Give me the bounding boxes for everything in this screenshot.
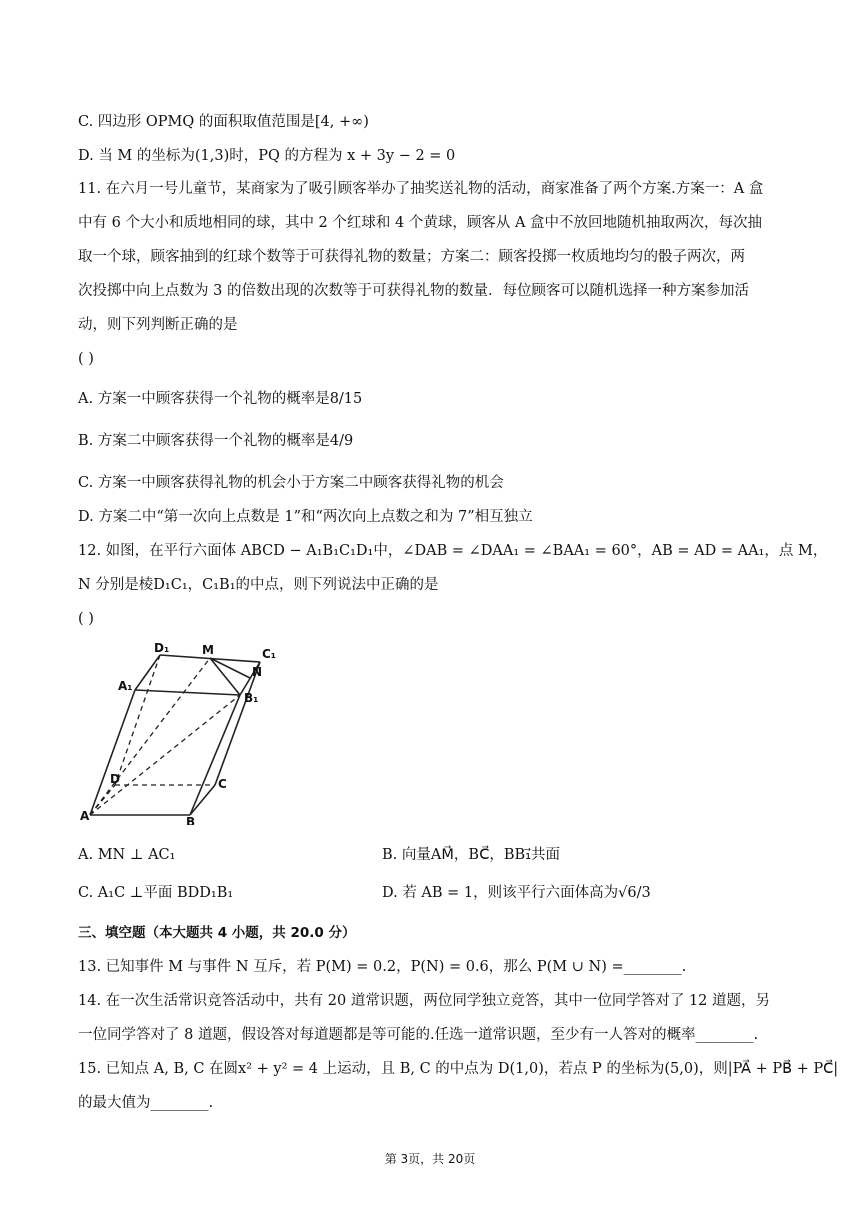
segment-m-b1 (210, 658, 240, 695)
label-b1: B₁ (244, 691, 259, 705)
question-11-line-4: 次投掷中向上点数为 3 的倍数出现的次数等于可获得礼物的数量．每位顾客可以随机选择一种方案参加活 (78, 283, 749, 299)
question-15-line-1: 15. 已知点 A, B, C 在圆x² + y² = 4 上运动，且 B, C 的中点为 D(1,0)，若点 P 的坐标为(5,0)，则|PA⃗ + PB⃗ + PC⃗| (78, 1061, 839, 1077)
edge-b-c (190, 785, 215, 815)
label-a1: A₁ (118, 679, 133, 693)
option-a-q12: A. MN ⊥ AC₁ (78, 847, 176, 863)
answer-bracket-12: ( ) (78, 611, 94, 627)
question-15-line-2: 的最大值为________. (78, 1095, 214, 1111)
option-d-q12: D. 若 AB = 1，则该平行六面体高为√6/3 (382, 885, 651, 901)
label-d: D (110, 772, 120, 786)
label-d1: D₁ (154, 641, 170, 655)
section-heading-fill-in: 三、填空题（本大题共 4 小题，共 20.0 分） (78, 925, 356, 941)
diagonal-a-m (90, 658, 210, 815)
diagonal-a-b1 (90, 695, 240, 815)
question-12-line-2: N 分别是棱D₁C₁，C₁B₁的中点，则下列说法中正确的是 (78, 577, 439, 593)
label-n: N (252, 665, 263, 679)
label-c1: C₁ (262, 647, 277, 661)
option-c-q12: C. A₁C ⊥平面 BDD₁B₁ (78, 885, 234, 901)
parallelepiped-diagram (80, 640, 280, 825)
page-footer: 第 3页，共 20页 (384, 1152, 476, 1166)
edge-d1-d-hidden (115, 655, 160, 785)
option-c-q10: C. 四边形 OPMQ 的面积取值范围是[4, +∞) (78, 114, 369, 130)
question-12-line-1: 12. 如图，在平行六面体 ABCD − A₁B₁C₁D₁中，∠DAB = ∠DAA₁ = ∠BAA₁ = 60°，AB = AD = AA₁，点 M， (78, 543, 828, 559)
option-b-q12: B. 向量AM⃗，BC⃗，BB₁⃗共面 (382, 847, 561, 863)
question-14-line-2: 一位同学答对了 8 道题，假设答对每道题都是等可能的.任选一道常识题，至少有一人答对的概率________. (78, 1027, 759, 1043)
option-d-q10: D. 当 M 的坐标为(1,3)时，PQ 的方程为 x + 3y − 2 = 0 (78, 148, 456, 164)
option-d-q11: D. 方案二中“第一次向上点数是 1”和“两次向上点数之和为 7”相互独立 (78, 509, 533, 525)
label-b: B (186, 815, 196, 825)
edge-d1-a1 (135, 655, 160, 690)
question-11-line-5: 动，则下列判断正确的是 (78, 317, 238, 333)
label-c: C (218, 777, 227, 791)
label-m: M (202, 643, 214, 657)
answer-bracket-11: ( ) (78, 351, 94, 367)
question-14-line-1: 14. 在一次生活常识竞答活动中，共有 20 道常识题，两位同学独立竞答，其中一位同学答对了 12 道题，另 (78, 993, 771, 1009)
edge-a-d-hidden (90, 785, 115, 815)
option-a-q11: A. 方案一中顾客获得一个礼物的概率是8/15 (78, 391, 363, 407)
edge-a1-b1 (135, 690, 240, 695)
option-b-q11: B. 方案二中顾客获得一个礼物的概率是4/9 (78, 433, 354, 449)
option-c-q11: C. 方案一中顾客获得礼物的机会小于方案二中顾客获得礼物的机会 (78, 475, 504, 491)
question-13: 13. 已知事件 M 与事件 N 互斥，若 P(M) = 0.2，P(N) = 0.6，那么 P(M ∪ N) =________. (78, 959, 687, 975)
question-11-line-3: 取一个球，顾客抽到的红球个数等于可获得礼物的数量；方案二：顾客投掷一枚质地均匀的骰子两次，两 (78, 249, 745, 265)
label-a: A (80, 809, 90, 823)
parallelepiped-figure (80, 640, 280, 825)
question-11-line-2: 中有 6 个大小和质地相同的球，其中 2 个红球和 4 个黄球，顾客从 A 盒中不放回地随机抽取两次，每次抽 (78, 215, 763, 231)
edge-c1-c (215, 662, 263, 785)
edge-b1-b (190, 695, 240, 815)
question-11-line-1: 11. 在六月一号儿童节，某商家为了吸引顾客举办了抽奖送礼物的活动，商家准备了两个方案.方案一：A 盒 (78, 181, 764, 197)
